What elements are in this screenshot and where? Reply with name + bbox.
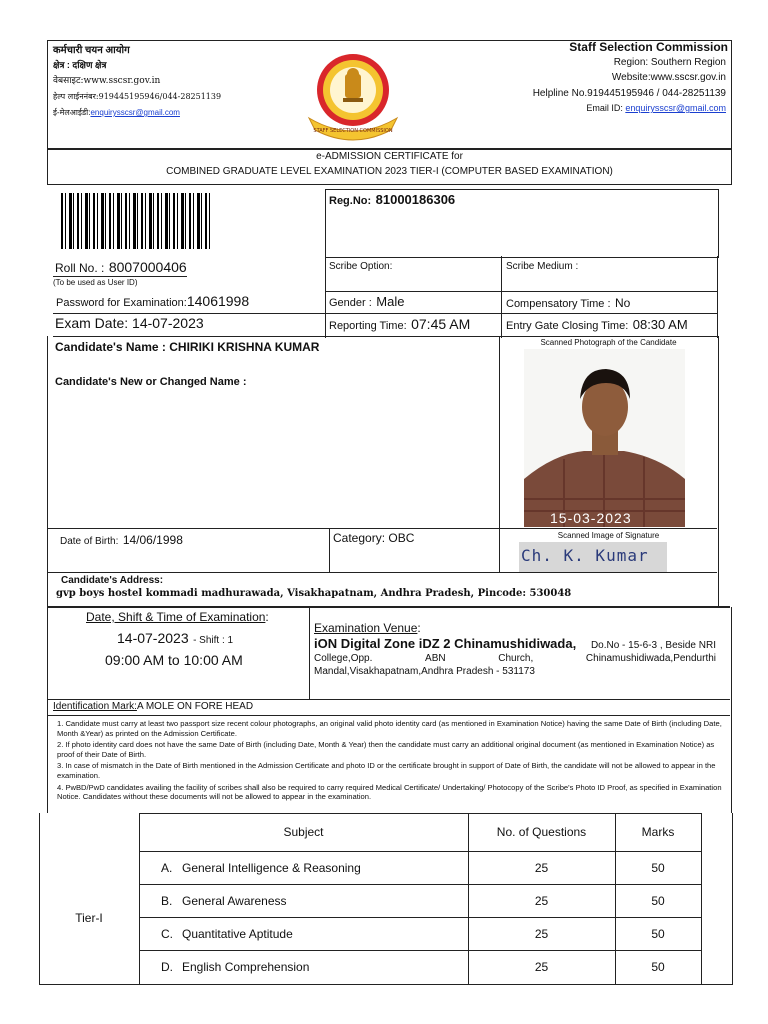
photo-date-stamp: 15-03-2023 (550, 510, 632, 526)
row-subject: General Awareness (182, 893, 287, 908)
venue-heading-text: Examination Venue (314, 621, 418, 635)
header-subject: Subject (283, 825, 324, 839)
dob (60, 531, 183, 549)
dob-value: 14/06/1998 (122, 533, 183, 547)
password (56, 293, 249, 311)
row-questions: 25 (534, 926, 549, 941)
photo-caption: Scanned Photograph of the Candidate (540, 338, 677, 347)
venue-address (314, 636, 716, 677)
row-letter: D. (161, 960, 173, 974)
exam-date-label: Exam Date: (55, 315, 129, 331)
row-letter: A. (161, 860, 173, 875)
roll-label: Roll No. : (55, 261, 105, 275)
scribe-option (329, 261, 392, 272)
comp-time-label: Compensatory Time : (506, 298, 611, 310)
category (333, 531, 414, 545)
candidate-name (55, 340, 319, 354)
row-subject: English Comprehension (182, 960, 310, 974)
shift-date: 14-07-2023 (117, 630, 189, 646)
reporting-time (329, 316, 470, 334)
en-org-name: Staff Selection Commission (569, 40, 728, 54)
gender-label: Gender : (329, 297, 372, 309)
ssc-emblem-icon (303, 52, 403, 142)
row-marks: 50 (651, 893, 665, 908)
en-email-label: Email ID: (586, 103, 626, 113)
password-value: 14061998 (186, 293, 250, 309)
venue-line-2c: Church, (498, 653, 534, 664)
row-letter: B. (161, 893, 173, 908)
table-row (161, 950, 461, 984)
new-name-label: Candidate's New or Changed Name : (55, 376, 247, 388)
instructions-list (57, 719, 723, 802)
gender (329, 293, 404, 311)
instruction-item: 4. PwBD/PwD candidates availing the facility of scribes shall also be required to carry required Medical Certificate/ Undertaking/ Photocopy of the Scribe's Photo ID Proof, as specified in Examination Notice. Candidates without these documents will not be allowed to appear in the examination. (57, 782, 722, 802)
header-questions: No. of Questions (496, 825, 587, 839)
en-helpline: Helpline No.919445195946 / 044-28251139 (532, 88, 726, 99)
reg-value: 81000186306 (375, 192, 456, 207)
instruction-item: 1. Candidate must carry at least two passport size recent colour photographs, an original valid photo identity card (as mentioned in Examination Notice) having the same Date of Birth (including Date, Month &Year) as printed on the Admission Certificate. (57, 719, 722, 738)
identification-label: Identification Mark: (53, 701, 137, 712)
barcode (61, 193, 213, 249)
table-row (161, 884, 461, 917)
row-marks: 50 (651, 860, 665, 875)
title-line-1: e-ADMISSION CERTIFICATE for (316, 151, 463, 162)
venue-heading: Examination Venue: (314, 621, 421, 635)
reg-label: Reg.No: (329, 195, 372, 207)
reporting-value: 07:45 AM (411, 316, 471, 332)
reporting-label: Reporting Time: (329, 320, 407, 332)
roll-note: (To be used as User ID) (53, 278, 138, 287)
scribe-option-label: Scribe Option: (329, 261, 393, 272)
category-value: OBC (388, 531, 415, 545)
hi-email-label: ई-मेलआईडी: (53, 108, 91, 117)
shift-heading-text: Date, Shift & Time of Examination (86, 610, 266, 624)
venue-line-2d: Chinamushidiwada,Pendurthi (585, 653, 716, 664)
hi-email-link[interactable]: enquirysscsr@gmail.com (90, 108, 180, 117)
en-email (586, 103, 726, 113)
en-email-link[interactable]: enquirysscsr@gmail.com (625, 103, 726, 113)
candidate-name-label: Candidate's Name : (55, 340, 166, 354)
shift-heading: Date, Shift & Time of Examination: (86, 610, 269, 624)
shift-number: - Shift : 1 (193, 635, 234, 646)
exam-date-value: 14-07-2023 (132, 315, 204, 331)
signature-caption: Scanned Image of Signature (557, 531, 660, 540)
gate-value: 08:30 AM (632, 317, 688, 332)
entry-gate-time (506, 316, 688, 334)
exam-shift (117, 630, 233, 648)
signature-text: Ch. K. Kumar (521, 546, 649, 565)
row-subject: General Intelligence & Reasoning (182, 860, 361, 875)
candidate-photo (524, 349, 685, 527)
venue-line-2b: ABN (425, 653, 446, 664)
row-subject: Quantitative Aptitude (182, 926, 293, 941)
hi-email (53, 107, 180, 118)
row-letter: C. (161, 926, 173, 941)
comp-time-value: No (615, 296, 631, 310)
subject-table (39, 813, 733, 985)
row-questions: 25 (534, 860, 549, 875)
roll-value: 8007000406 (108, 259, 187, 275)
gender-value: Male (376, 294, 405, 309)
instruction-item: 3. In case of mismatch in the Date of Birth mentioned in the Admission Certificate and photo ID or the certificate brought in support of Date of Birth, the candidate will not be allowed to appear in the examination. (57, 761, 716, 780)
scribe-medium-label: Scribe Medium : (506, 261, 579, 272)
address-label: Candidate's Address: (61, 575, 164, 586)
identification-mark (53, 701, 253, 712)
identification-value: A MOLE ON FORE HEAD (136, 701, 254, 712)
exam-date (55, 315, 204, 331)
venue-name: iON Digital Zone iDZ 2 Chinamushidiwada, (314, 636, 577, 651)
venue-line-1: Do.No - 15-6-3 , Beside NRI (590, 640, 716, 651)
logo-ribbon-text: STAFF SELECTION COMMISSION (313, 128, 393, 134)
reg-no (329, 191, 455, 209)
venue-line-2a: College,Opp. (314, 653, 373, 664)
en-website: Website:www.sscsr.gov.in (611, 72, 726, 83)
table-row (161, 917, 461, 950)
row-questions: 25 (534, 960, 549, 974)
exam-time: 09:00 AM to 10:00 AM (105, 652, 243, 668)
password-label: Password for Examination: (56, 297, 187, 309)
hi-helpline: हेल्प लाईननंबर:919445195946/044-28251139 (53, 92, 222, 101)
hi-region: क्षेत्र : दक्षिण क्षेत्र (53, 60, 107, 70)
table-row (161, 851, 461, 884)
address-value: gvp boys hostel kommadi madhurawada, Visakhapatnam, Andhra Pradesh, Pincode: 530048 (56, 588, 572, 599)
tier-label: Tier-I (75, 910, 103, 925)
instruction-item: 2. If photo identity card does not have the same Date of Birth (including Date, Month & Year) then the candidate must carry an additional original document (as mentioned in Examination Notice) as proof of their Date of Birth. (57, 740, 715, 759)
hi-website: वेबसाइट:www.sscsr.gov.in (53, 76, 161, 86)
candidate-name-value: CHIRIKI KRISHNA KUMAR (169, 340, 320, 354)
gate-label: Entry Gate Closing Time: (506, 320, 629, 332)
title-line-2: COMBINED GRADUATE LEVEL EXAMINATION 2023 TIER-I (COMPUTER BASED EXAMINATION) (166, 166, 613, 177)
header-marks: Marks (641, 825, 675, 839)
dob-label: Date of Birth: (60, 536, 119, 547)
roll-no (55, 259, 187, 277)
category-label: Category: (333, 531, 386, 545)
en-region: Region: Southern Region (613, 57, 726, 68)
row-marks: 50 (651, 960, 665, 974)
row-questions: 25 (534, 893, 549, 908)
venue-line-3: Mandal,Visakhapatnam,Andhra Pradesh - 531173 (314, 666, 535, 677)
row-marks: 50 (651, 926, 665, 941)
hi-org-name: कर्मचारी चयन आयोग (53, 45, 130, 56)
compensatory-time (506, 294, 630, 312)
scribe-medium (506, 261, 578, 272)
